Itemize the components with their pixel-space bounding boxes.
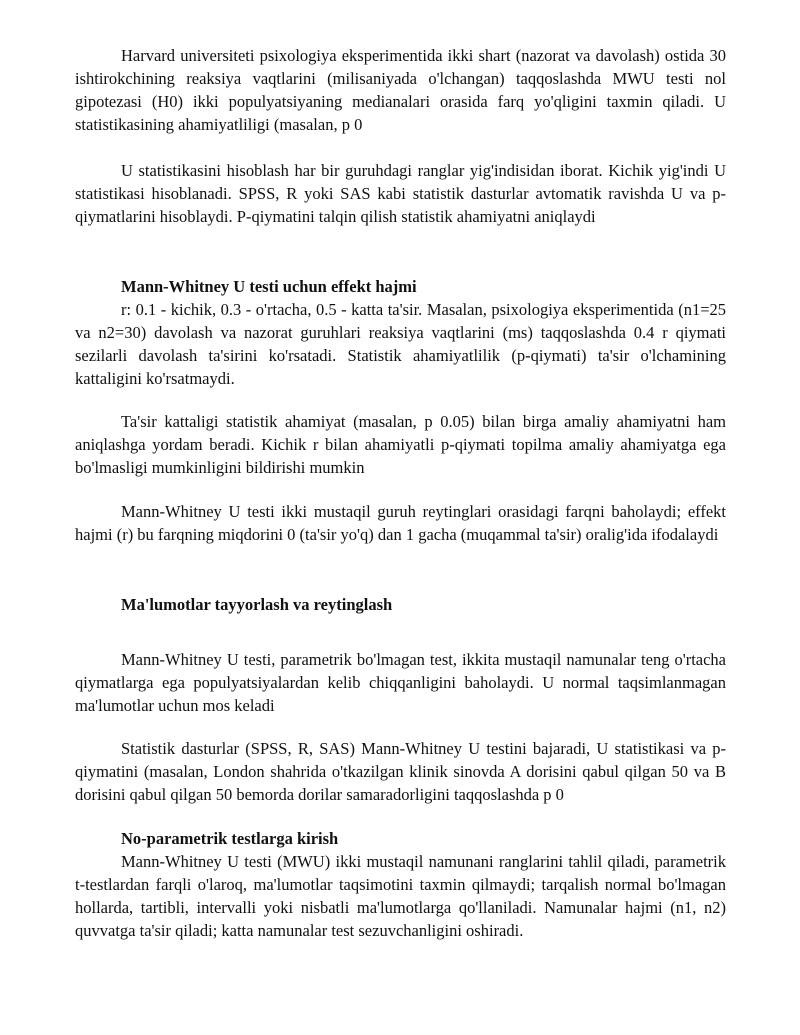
paragraph-effect-size-range: Mann-Whitney U testi ikki mustaqil guruh reytinglari orasidagi farqni baholaydi; effekt hajmi (r) bu farqning miqdorini 0 (ta'sir yo'q) dan 1 gacha (muqammal ta'sir) oralig'ida ifodalaydi bbox=[75, 502, 726, 544]
paragraph-practical-significance: Ta'sir kattaligi statistik ahamiyat (masalan, p 0.05) bilan birga amaliy ahamiyatni ham aniqlashga yordam beradi. Kichik r bilan ahamiyatli p-qiymati topilma amaliy ahamiyatga ega bo'lmasligi mumkinligini bildirishi mumkin bbox=[75, 412, 726, 477]
paragraph-effect-size-values: r: 0.1 - kichik, 0.3 - o'rtacha, 0.5 - katta ta'sir. Masalan, psixologiya eksperimentida (n1=25 va n2=30) davolash va nazorat guruhlari reaksiya vaqtlarini (ms) taqqoslashda 0.4 r qiymati sezilarli davolash ta'sirini ko'rsatadi. Statistik ahamiyatlilik (p-qiymati) ta'sir o'lchamining kattaligini ko'rsatmaydi. bbox=[75, 300, 726, 388]
paragraph-statistical-software: Statistik dasturlar (SPSS, R, SAS) Mann-Whitney U testini bajaradi, U statistikasi va p-qiymatini (masalan, London shahrida o'tkazilgan klinik sinovda A dorisini qabul qilgan 50 va B dorisini qabul qilgan 50 bemorda dorilar samaradorligini taqqoslashda p 0 bbox=[75, 739, 726, 804]
heading-data-preparation: Ma'lumotlar tayyorlash va reytinglash bbox=[121, 595, 393, 614]
paragraph-u-statistic-calculation: U statistikasini hisoblash har bir guruhdagi ranglar yig'indisidan iborat. Kichik yig'indi U statistikasi hisoblanadi. SPSS, R yoki SAS kabi statistik dasturlar avtomatik ravishda U va p-qiymatlarini hisoblaydi. P-qiymatini talqin qilish statistik ahamiyatni aniqlaydi bbox=[75, 161, 726, 226]
paragraph-mwu-description: Mann-Whitney U testi (MWU) ikki mustaqil namunani ranglarini tahlil qiladi, parametrik t-testlardan farqli o'laroq, ma'lumotlar taqsimotini taxmin qilmaydi; tarqalish normal bo'lmagan hollarda, tartibli, intervalli yoki nisbatli ma'lumotlarga qo'llaniladi. Namunalar hajmi (n1, n2) quvvatga ta'sir qiladi; katta namunalar test sezuvchanligini oshiradi. bbox=[75, 852, 726, 940]
heading-effect-size: Mann-Whitney U testi uchun effekt hajmi bbox=[121, 277, 417, 296]
heading-nonparametric-intro: No-parametrik testlarga kirish bbox=[121, 829, 339, 848]
paragraph-nonparametric-test: Mann-Whitney U testi, parametrik bo'lmagan test, ikkita mustaqil namunalar teng o'rtacha qiymatlarga ega populyatsiyalardan kelib chiqqanligini baholaydi. U normal taqsimlanmagan ma'lumotlar uchun mos keladi bbox=[75, 650, 726, 715]
paragraph-mwu-null-hypothesis: Harvard universiteti psixologiya eksperimentida ikki shart (nazorat va davolash) ostida 30 ishtirokchining reaksiya vaqtlarini (milisaniyada o'lchangan) taqqoslashda MWU testi nol gipotezasi (H0) ikki populyatsiyaning medianalari orasida farq yo'qligini taxmin qiladi. U statistikasining ahamiyatliligi (masalan, p 0 bbox=[75, 46, 726, 134]
